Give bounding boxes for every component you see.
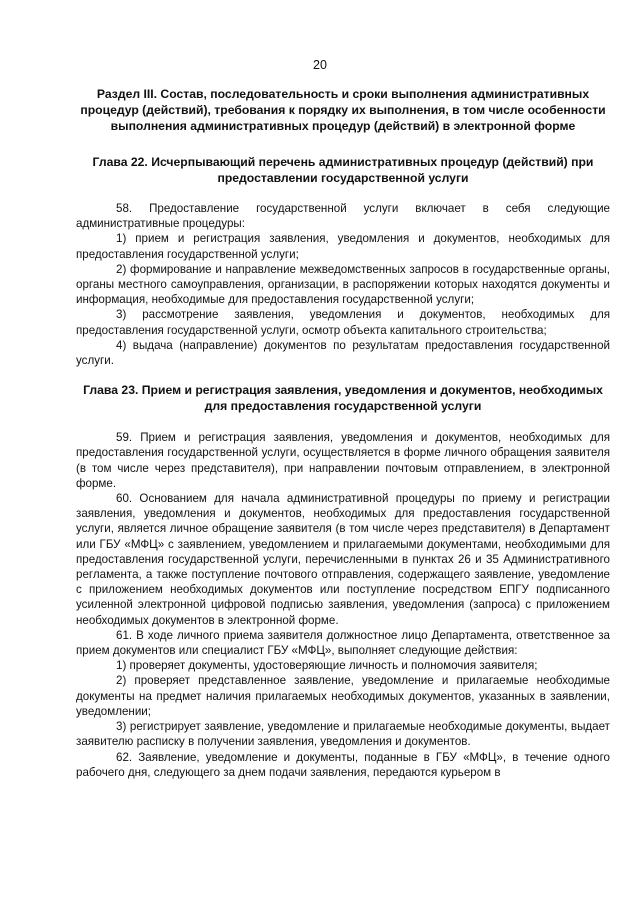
list-item-1: 1) прием и регистрация заявления, уведомления и документов, необходимых для предоставления государственной услуги;: [76, 232, 610, 261]
paragraph-58: 58. Предоставление государственной услуги включает в себя следующие административные процедуры:: [76, 202, 610, 231]
paragraph-59: 59. Прием и регистрация заявления, уведомления и документов, необходимых для предоставления государственной услуги, осуществляется в форме личного обращения заявителя (в том числе через представителя), при направлении почтовым отправлением, в электронной форме.: [76, 431, 610, 490]
chapter-22-title: Глава 22. Исчерпывающий перечень административных процедур (действий) при предоставлении государственной услуги: [92, 155, 594, 185]
chapter-22-body: [76, 201, 610, 368]
section-title: Раздел III. Состав, последовательность и сроки выполнения административных процедур (действий), требования к порядку их выполнения, в том числе особенности выполнения административных процедур (действий) в электронной форме: [80, 87, 606, 133]
paragraph-61: 61. В ходе личного приема заявителя должностное лицо Департамента, ответственное за прием документов или специалист ГБУ «МФЦ», выполняет следующие действия:: [76, 628, 610, 658]
page-content: [76, 86, 610, 780]
chapter-23-title: Глава 23. Прием и регистрация заявления, уведомления и документов, необходимых для предоставления государственной услуги: [83, 383, 603, 414]
list-item-3: 3) рассмотрение заявления, уведомления и документов, необходимых для предоставления государственной услуги, осмотр объекта капитального строительства;: [76, 308, 610, 337]
list-item-3: 3) регистрирует заявление, уведомление и прилагаемые необходимые документы, выдает заявителю расписку в получении заявления, уведомления и документов.: [76, 720, 610, 749]
paragraph-60: 60. Основанием для начала административной процедуры по приему и регистрации заявления, уведомления и документов, необходимых для предоставления государственной услуги, является личное обращение заявителя (в том числе через представителя) в Департамент или ГБУ «МФЦ» с заявлением, уведомлением и прилагаемыми документами, необходимыми для предоставления государственной услуги, перечисленными в пунктах 26 и 35 Административного регламента, а также поступление почтового отправления, содержащего заявление, уведомление с приложением необходимых документов или поступление посредством ЕПГУ подписанного усиленной электронной цифровой подписью заявления, уведомления (запроса) с приложением необходимых документов в электронной форме.: [76, 492, 610, 627]
list-item-4: 4) выдача (направление) документов по результатам предоставления государственной услуги.: [76, 338, 610, 368]
page-number: 20: [313, 58, 327, 72]
list-item-1: 1) проверяет документы, удостоверяющие личность и полномочия заявителя;: [116, 659, 538, 673]
paragraph-62: 62. Заявление, уведомление и документы, поданные в ГБУ «МФЦ», в течение одного рабочего дня, следующего за днем подачи заявления, передаются курьером в: [76, 750, 610, 779]
list-item-2: 2) формирование и направление межведомственных запросов в государственные органы, органы местного самоуправления, организации, в распоряжении которых находятся документы и информация, необходимые для предоставления государственной услуги;: [76, 262, 610, 307]
list-item-2: 2) проверяет представленное заявление, уведомление и прилагаемые необходимые документы на предмет наличия прилагаемых необходимых документов, указанных в заявлении, уведомлении;: [76, 674, 610, 718]
chapter-23-body: [76, 430, 610, 780]
